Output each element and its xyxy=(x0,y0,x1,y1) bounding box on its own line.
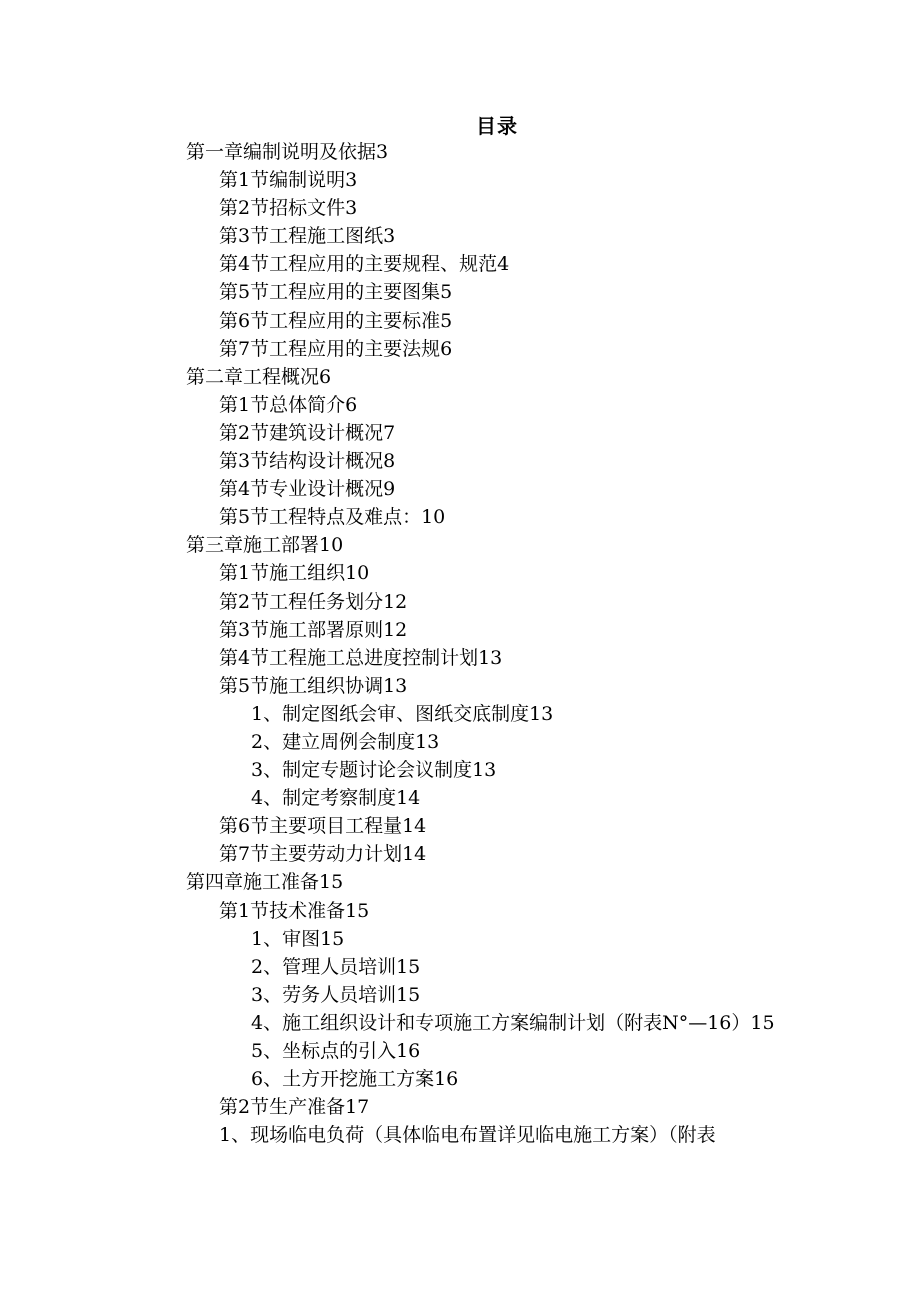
toc-item-entry[interactable]: 5、坐标点的引入16 xyxy=(251,1040,421,1062)
toc-item-entry[interactable]: 1、审图15 xyxy=(251,927,345,950)
toc-item-entry[interactable]: 2、建立周例会制度13 xyxy=(251,730,440,753)
toc-chapter-entry[interactable]: 第三章施工部署10 xyxy=(186,534,344,557)
toc-section-entry[interactable]: 第5节施工组织协调13 xyxy=(219,674,408,697)
toc-item-entry[interactable]: 3、劳务人员培训15 xyxy=(251,983,421,1006)
toc-section-entry[interactable]: 第5节工程特点及难点：10 xyxy=(219,506,446,529)
toc-section-entry[interactable]: 第1节技术准备15 xyxy=(219,899,370,922)
toc-section-entry[interactable]: 第1节总体简介6 xyxy=(219,393,358,416)
toc-section-entry[interactable]: 第2节招标文件3 xyxy=(219,197,358,220)
toc-chapter-entry[interactable]: 第四章施工准备15 xyxy=(186,871,344,894)
toc-item-entry[interactable]: 3、制定专题讨论会议制度13 xyxy=(251,759,497,782)
toc-section-entry[interactable]: 第1节施工组织10 xyxy=(219,562,370,585)
toc-section-entry[interactable]: 第4节专业设计概况9 xyxy=(219,478,396,501)
toc-title: 目录 xyxy=(476,114,518,138)
toc-chapter-entry[interactable]: 第二章工程概况6 xyxy=(186,365,332,388)
toc-item-entry[interactable]: 1、现场临电负荷（具体临电布置详见临电施工方案）（附表 xyxy=(219,1124,716,1147)
toc-item-entry[interactable]: 2、管理人员培训15 xyxy=(251,955,421,978)
toc-item-entry[interactable]: 1、制定图纸会审、图纸交底制度13 xyxy=(251,702,554,725)
toc-section-entry[interactable]: 第3节结构设计概况8 xyxy=(219,450,396,473)
toc-section-entry[interactable]: 第4节工程施工总进度控制计划13 xyxy=(219,646,503,669)
toc-section-entry[interactable]: 第2节生产准备17 xyxy=(219,1096,370,1119)
toc-section-entry[interactable]: 第3节工程施工图纸3 xyxy=(219,225,396,248)
toc-section-entry[interactable]: 第7节主要劳动力计划14 xyxy=(219,843,427,866)
toc-item-entry[interactable]: 4、施工组织设计和专项施工方案编制计划（附表N°—16）15 xyxy=(251,1011,775,1034)
toc-item-entry[interactable]: 6、土方开挖施工方案16 xyxy=(251,1068,459,1091)
toc-list xyxy=(0,138,920,1149)
toc-section-entry[interactable]: 第2节建筑设计概况7 xyxy=(219,421,396,444)
toc-section-entry[interactable]: 第7节工程应用的主要法规6 xyxy=(219,337,453,360)
toc-section-entry[interactable]: 第6节主要项目工程量14 xyxy=(219,815,427,838)
toc-section-entry[interactable]: 第5节工程应用的主要图集5 xyxy=(219,281,453,304)
toc-section-entry[interactable]: 第3节施工部署原则12 xyxy=(219,618,408,641)
toc-section-entry[interactable]: 第4节工程应用的主要规程、规范4 xyxy=(219,253,510,276)
toc-section-entry[interactable]: 第2节工程任务划分12 xyxy=(219,590,408,613)
toc-item-entry[interactable]: 4、制定考察制度14 xyxy=(251,787,421,810)
toc-section-entry[interactable]: 第1节编制说明3 xyxy=(219,169,358,192)
toc-section-entry[interactable]: 第6节工程应用的主要标准5 xyxy=(219,309,453,332)
toc-chapter-entry[interactable]: 第一章编制说明及依据3 xyxy=(186,141,389,163)
